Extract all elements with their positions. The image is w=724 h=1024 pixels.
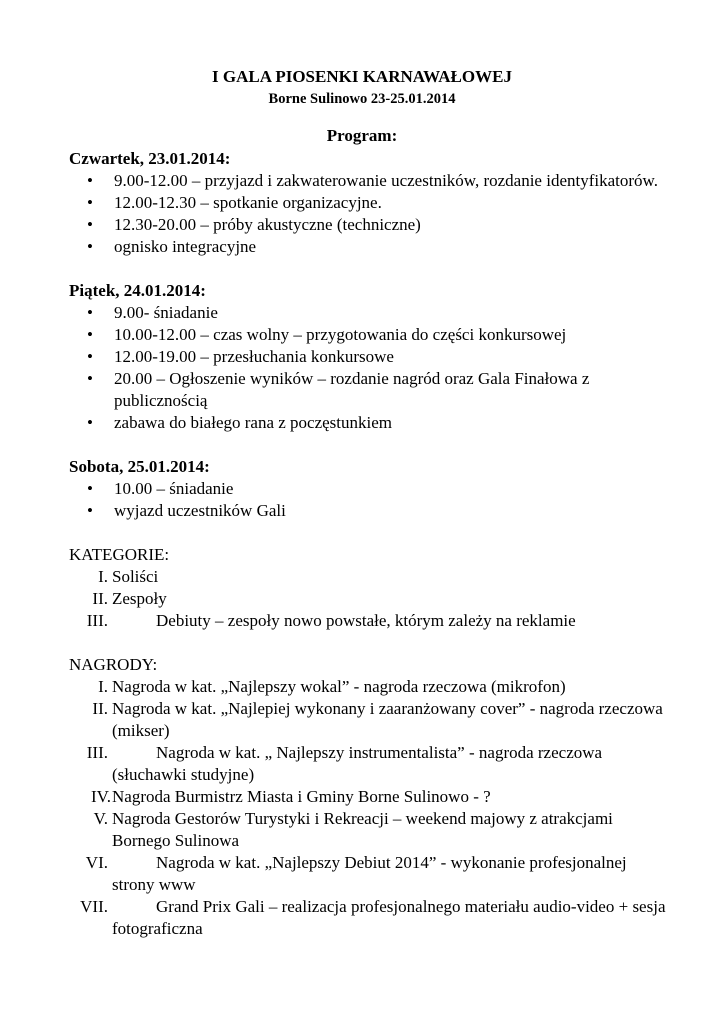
schedule-list-thursday [69, 170, 669, 258]
prizes-list [69, 676, 669, 940]
list-item: • wyjazd uczestników Gali [87, 501, 286, 520]
list-item: III. Nagroda w kat. „ Najlepszy instrumentalista” - nagroda rzeczowa (słuchawki studyjne) [86, 743, 603, 784]
list-item: II. Nagroda w kat. „Najlepiej wykonany i zaaranżowany cover” - nagroda rzeczowa (mikser) [92, 699, 663, 740]
list-item: I. Nagroda w kat. „Najlepszy wokal” - nagroda rzeczowa (mikrofon) [98, 677, 566, 696]
day-heading-friday: Piątek, 24.01.2014: [69, 281, 206, 300]
list-item: • 12.00-19.00 – przesłuchania konkursowe [87, 347, 394, 366]
list-item: II. Zespoły [92, 589, 167, 608]
categories-heading: KATEGORIE: [69, 545, 170, 564]
program-heading: Program: [326, 126, 398, 145]
list-item: • 9.00- śniadanie [87, 303, 218, 322]
list-item: • 9.00-12.00 – przyjazd i zakwaterowanie uczestników, rozdanie identyfikatorów. [87, 171, 658, 190]
list-item: V. Nagroda Gestorów Turystyki i Rekreacji – weekend majowy z atrakcjami Bornego Sulinowa [93, 809, 613, 850]
list-item: • zabawa do białego rana z poczęstunkiem [87, 413, 393, 432]
schedule-list-friday [69, 302, 669, 434]
categories-list [69, 566, 669, 632]
prizes-heading: NAGRODY: [69, 655, 158, 674]
document-title: I GALA PIOSENKI KARNAWAŁOWEJ [212, 67, 512, 86]
list-item: • 12.00-12.30 – spotkanie organizacyjne. [87, 193, 382, 212]
list-item: VII. Grand Prix Gali – realizacja profesjonalnego materiału audio-video + sesja fotograficzna [80, 897, 666, 938]
document-subtitle: Borne Sulinowo 23-25.01.2014 [268, 91, 456, 107]
list-item: • 10.00-12.00 – czas wolny – przygotowania do części konkursowej [87, 325, 567, 344]
list-item: IV. Nagroda Burmistrz Miasta i Gminy Borne Sulinowo - ? [91, 787, 491, 806]
list-item: • 20.00 – Ogłoszenie wyników – rozdanie nagród oraz Gala Finałowa z publicznością [87, 369, 590, 410]
schedule-list-saturday [69, 478, 669, 522]
list-item: • 10.00 – śniadanie [87, 479, 234, 498]
list-item: • ognisko integracyjne [87, 237, 257, 256]
list-item: I. Soliści [98, 567, 159, 586]
day-heading-thursday: Czwartek, 23.01.2014: [69, 149, 231, 168]
document-body [69, 148, 669, 940]
list-item: VI. Nagroda w kat. „Najlepszy Debiut 2014” - wykonanie profesjonalnej strony www [85, 853, 627, 894]
day-heading-saturday: Sobota, 25.01.2014: [69, 457, 210, 476]
list-item: • 12.30-20.00 – próby akustyczne (techniczne) [87, 215, 421, 234]
list-item: III. Debiuty – zespoły nowo powstałe, którym zależy na reklamie [86, 611, 576, 630]
